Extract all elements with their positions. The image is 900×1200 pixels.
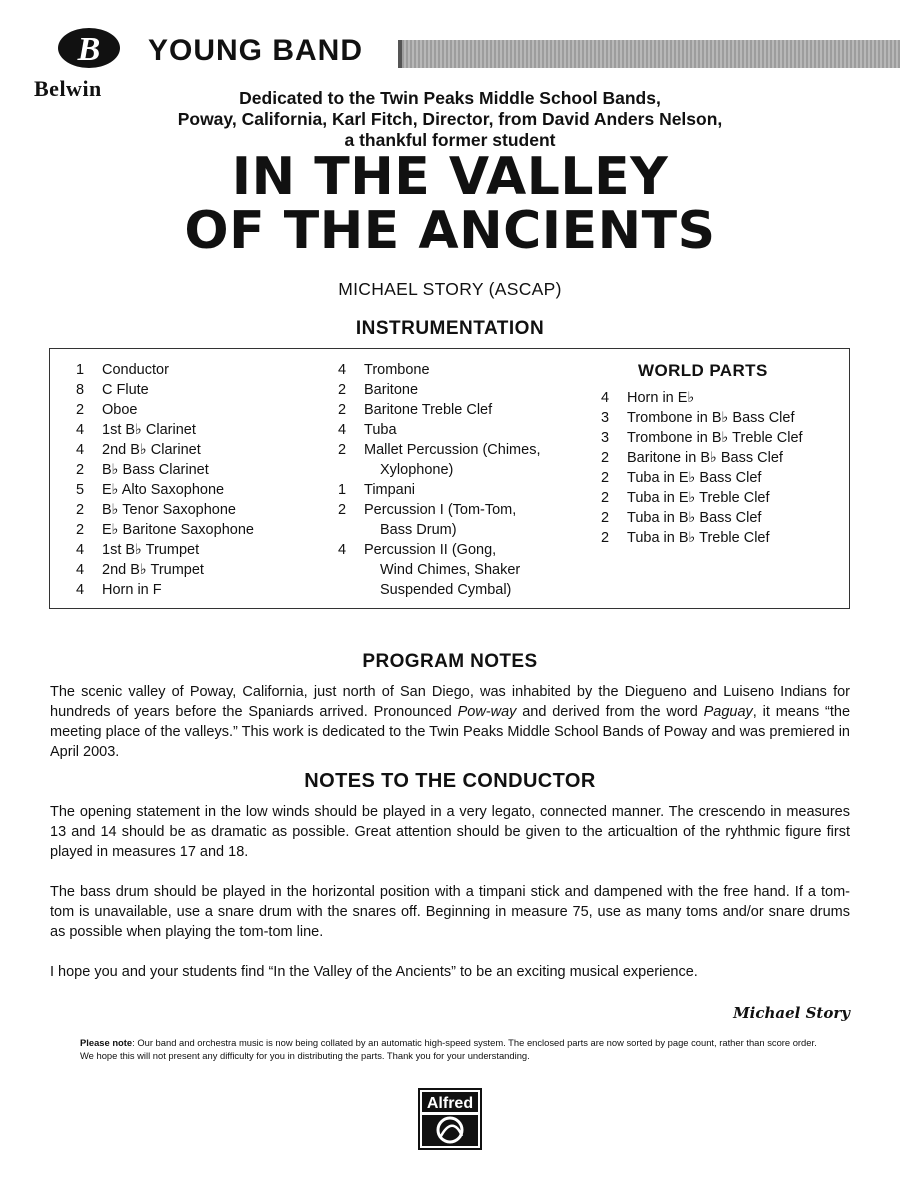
instrument-name-continued: Xylophone) (380, 462, 454, 478)
instrument-quantity: 4 (76, 442, 85, 458)
header-bar (398, 40, 900, 68)
instrument-name-continued: Wind Chimes, Shaker (380, 562, 521, 578)
instrument-name-wrap (102, 460, 346, 480)
instrument-name: Trombone in B♭ Bass Clef (627, 410, 795, 426)
instrument-name: Tuba in B♭ Treble Clef (627, 530, 770, 546)
instrument-name: Baritone Treble Clef (364, 402, 493, 418)
instrument-quantity: 2 (601, 470, 610, 486)
instrument-quantity: 4 (76, 582, 85, 598)
instrument-name: Tuba in E♭ Treble Clef (627, 490, 770, 506)
instrument-row (338, 500, 588, 540)
instrument-name: 2nd B♭ Clarinet (102, 442, 201, 458)
instrument-quantity: 2 (76, 402, 85, 418)
instrument-quantity: 4 (76, 562, 85, 578)
instrument-quantity: 4 (601, 390, 610, 406)
instrument-name-wrap (627, 448, 861, 468)
instrument-name: E♭ Baritone Saxophone (102, 522, 254, 538)
instrument-quantity: 2 (338, 382, 347, 398)
instrument-quantity: 8 (76, 382, 85, 398)
instrument-name-wrap (364, 440, 588, 480)
instrument-quantity: 2 (338, 402, 347, 418)
program-text-part: , it means “the meeting place of the valleys.” This work is dedicated to the Twin Peaks Middle School Bands of Poway and was premiered in April 2003. (50, 704, 851, 760)
program-text-emphasis: Pow-way (457, 704, 517, 720)
instrument-quantity: 1 (76, 362, 85, 378)
instrument-quantity: 5 (76, 482, 85, 498)
signature: Michael Story (733, 1004, 850, 1022)
program-text-part: The scenic valley of Poway, California, just north of San Diego, was inhabited by the Diegueno and Luiseno Indians for hundreds of years before the Spaniards arrived. Pronounced (50, 684, 850, 720)
instrument-row (601, 528, 861, 548)
conductor-notes-heading: NOTES TO THE CONDUCTOR (304, 770, 596, 792)
instrument-name: Horn in F (102, 582, 162, 598)
alfred-logo-icon (418, 1088, 482, 1150)
instrument-name-wrap (102, 380, 346, 400)
instrument-row (76, 580, 346, 600)
instrument-row (76, 520, 346, 540)
instrument-row (338, 440, 588, 480)
conductor-paragraph-1: The opening statement in the low winds should be played in a very legato, connected manner. The crescendo in measures 13 and 14 should be as dramatic as possible. Great attention should be given to the articualtion of the ryhthmic figure first played in measures 17 and 18. (50, 804, 850, 860)
instrument-name-wrap (364, 480, 588, 500)
instrument-row (76, 420, 346, 440)
instrument-quantity: 1 (338, 482, 347, 498)
instrument-name: Percussion I (Tom-Tom, (364, 502, 517, 518)
belwin-logo-icon (56, 26, 122, 70)
please-note (80, 1036, 820, 1062)
instrument-name-wrap (627, 468, 861, 488)
instrument-name: Timpani (364, 482, 416, 498)
instrument-quantity: 4 (338, 422, 347, 438)
instrument-row (338, 420, 588, 440)
world-parts-column (601, 388, 861, 548)
instrument-name-wrap (364, 420, 588, 440)
dedication-line: Poway, California, Karl Fitch, Director, from David Anders Nelson, (177, 109, 723, 129)
instrument-name: Oboe (102, 402, 138, 418)
instrument-name: 1st B♭ Trumpet (102, 542, 200, 558)
instrument-quantity: 2 (601, 510, 610, 526)
instrument-name: B♭ Bass Clarinet (102, 462, 209, 478)
instrument-name-wrap (102, 360, 346, 380)
instrument-row (76, 560, 346, 580)
instrument-row (76, 540, 346, 560)
instrument-name: 2nd B♭ Trumpet (102, 562, 204, 578)
program-notes-heading: PROGRAM NOTES (362, 651, 538, 672)
instrument-row (338, 360, 588, 380)
instrument-quantity: 2 (601, 450, 610, 466)
instrument-name: 1st B♭ Clarinet (102, 422, 196, 438)
instrument-name: Tuba (364, 422, 397, 438)
svg-text:B: B (77, 31, 101, 68)
instrument-name-wrap (627, 388, 861, 408)
instrument-name-wrap (364, 400, 588, 420)
program-text-part: and derived from the word (516, 704, 704, 720)
title-line-2: OF THE ANCIENTS (184, 201, 716, 261)
instrument-name-wrap (364, 360, 588, 380)
instrument-column-2 (338, 360, 588, 600)
instrument-name-wrap (627, 508, 861, 528)
instrument-name-wrap (102, 480, 346, 500)
dedication-line: Dedicated to the Twin Peaks Middle School Bands, (239, 88, 661, 108)
instrument-name: B♭ Tenor Saxophone (102, 502, 236, 518)
instrument-row (76, 440, 346, 460)
instrument-name-wrap (102, 420, 346, 440)
instrument-name: Tuba in B♭ Bass Clef (627, 510, 762, 526)
instrument-row (601, 388, 861, 408)
conductor-paragraph-2: The bass drum should be played in the horizontal position with a timpani stick and dampened with the free hand. If a tom-tom is unavailable, use a snare drum with the snares off. Beginning in measure 75, use as many toms and/or snare drums as possible when playing the tom-tom line. (50, 884, 850, 940)
please-note-label: Please note (80, 1037, 133, 1048)
instrument-quantity: 3 (601, 410, 610, 426)
instrument-name: Trombone (364, 362, 430, 378)
instrument-row (601, 448, 861, 468)
dedication (90, 88, 810, 151)
composer: MICHAEL STORY (ASCAP) (338, 279, 562, 299)
instrument-name-wrap (364, 540, 588, 600)
instrument-quantity: 2 (76, 522, 85, 538)
instrument-name-wrap (102, 500, 346, 520)
please-note-text: : Our band and orchestra music is now being collated by an automatic high-speed system. The enclosed parts are now sorted by page count, rather than score order. We hope this will not present any difficulty for you in distributing the parts. Thank you for your understanding. (80, 1037, 817, 1061)
instrument-quantity: 2 (76, 462, 85, 478)
instrument-quantity: 4 (338, 362, 347, 378)
instrument-row (338, 540, 588, 600)
instrument-quantity: 4 (76, 422, 85, 438)
instrument-quantity: 2 (338, 442, 347, 458)
instrument-row (601, 408, 861, 428)
instrument-name-continued: Suspended Cymbal) (380, 582, 512, 598)
instrument-name: Tuba in E♭ Bass Clef (627, 470, 762, 486)
instrument-name-wrap (364, 500, 588, 540)
instrument-quantity: 2 (601, 490, 610, 506)
instrumentation-heading: INSTRUMENTATION (355, 318, 545, 339)
instrument-name-wrap (102, 400, 346, 420)
instrument-name: Conductor (102, 362, 169, 378)
conductor-paragraph-3: I hope you and your students find “In the Valley of the Ancients” to be an exciting musical experience. (50, 964, 698, 980)
instrument-name-wrap (627, 528, 861, 548)
title-line-1: IN THE VALLEY (231, 147, 669, 207)
publisher-name: Alfred (426, 1095, 474, 1112)
instrument-row (76, 400, 346, 420)
program-notes-text (50, 682, 850, 762)
instrument-name-wrap (102, 580, 346, 600)
instrument-name: Baritone in B♭ Bass Clef (627, 450, 783, 466)
instrument-row (76, 360, 346, 380)
instrument-quantity: 2 (76, 502, 85, 518)
instrument-name-wrap (102, 440, 346, 460)
instrument-row (76, 460, 346, 480)
instrument-row (601, 428, 861, 448)
instrument-name: Horn in E♭ (627, 390, 695, 406)
instrument-name: Trombone in B♭ Treble Clef (627, 430, 803, 446)
instrument-name: Mallet Percussion (Chimes, (364, 442, 541, 458)
instrument-name-wrap (627, 408, 861, 428)
instrumentation-box (49, 348, 850, 609)
instrument-name-wrap (364, 380, 588, 400)
piece-title (50, 147, 850, 261)
instrument-row (601, 508, 861, 528)
instrument-row (338, 380, 588, 400)
instrument-row (76, 500, 346, 520)
series-title: YOUNG BAND (148, 34, 364, 67)
instrument-row (601, 488, 861, 508)
instrument-quantity: 2 (601, 530, 610, 546)
instrument-name-wrap (627, 428, 861, 448)
instrument-row (601, 468, 861, 488)
instrument-quantity: 3 (601, 430, 610, 446)
instrument-row (76, 480, 346, 500)
instrument-name: Baritone (364, 382, 419, 398)
instrument-name: C Flute (102, 382, 149, 398)
instrument-name-wrap (102, 520, 346, 540)
instrument-name: Percussion II (Gong, (364, 542, 497, 558)
instrument-column-1 (76, 360, 346, 600)
brand-name: Belwin (34, 76, 102, 101)
instrument-name: E♭ Alto Saxophone (102, 482, 225, 498)
instrument-row (338, 480, 588, 500)
world-parts-heading: WORLD PARTS (638, 361, 768, 380)
program-text-emphasis: Paguay (703, 704, 753, 720)
instrument-name-wrap (102, 540, 346, 560)
instrument-name-wrap (102, 560, 346, 580)
instrument-quantity: 4 (76, 542, 85, 558)
instrument-name-wrap (627, 488, 861, 508)
instrument-row (76, 380, 346, 400)
instrument-quantity: 2 (338, 502, 347, 518)
dedication-line: a thankful former student (344, 130, 556, 150)
instrument-row (338, 400, 588, 420)
instrument-quantity: 4 (338, 542, 347, 558)
instrument-name-continued: Bass Drum) (380, 522, 457, 538)
